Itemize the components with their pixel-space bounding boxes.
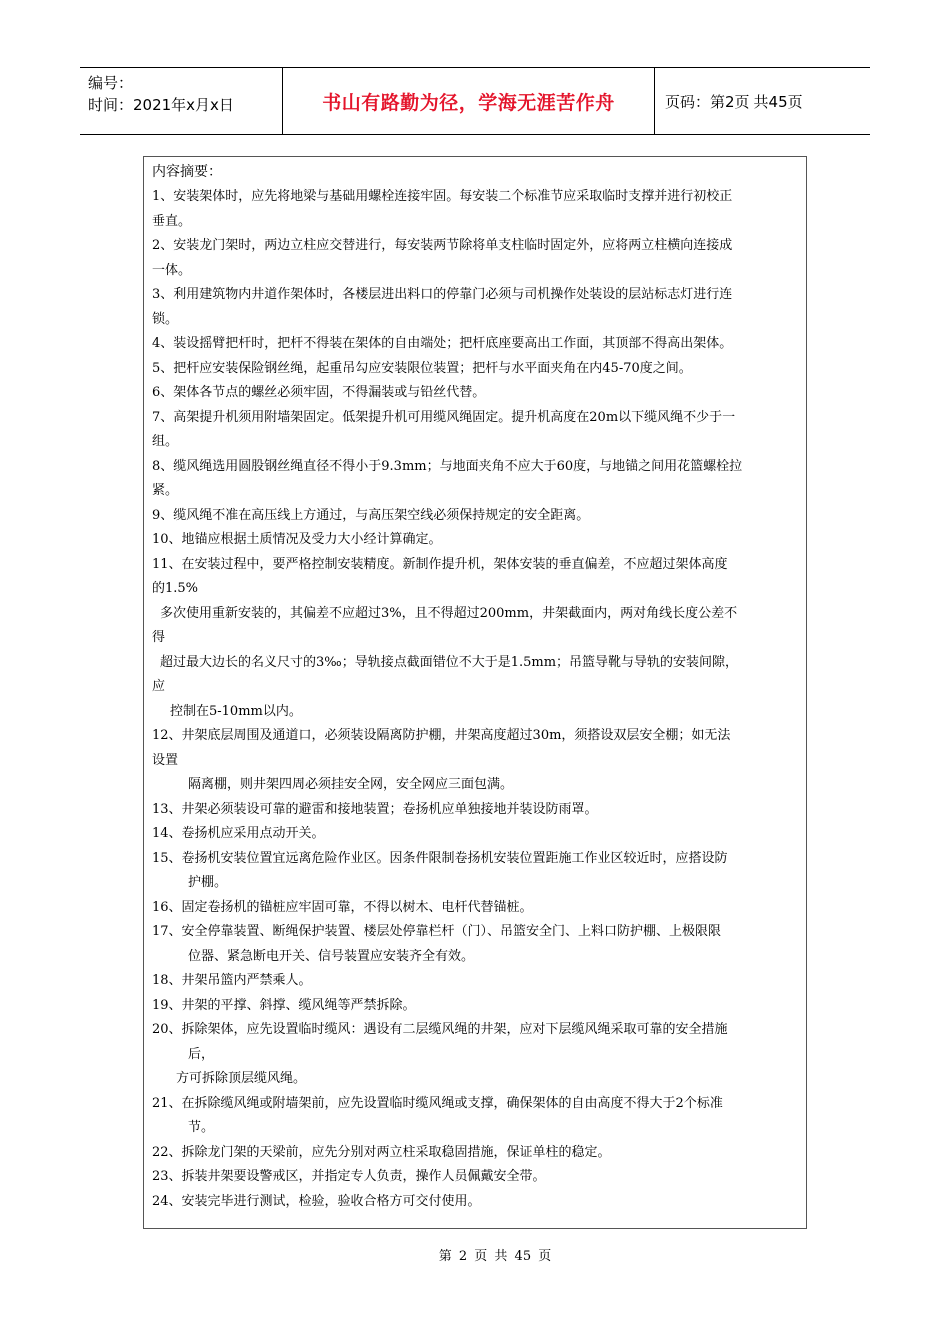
header-motto-cell: [283, 68, 655, 134]
list-item: 22、拆除龙门架的天梁前，应先分别对两立柱采取稳固措施，保证单柱的稳定。: [152, 1144, 611, 1160]
list-item: 3、利用建筑物内井道作架体时，各楼层进出料口的停靠门必须与司机操作处装设的层站标志灯进行连: [152, 287, 733, 302]
list-item: 控制在5-10mm以内。: [170, 703, 302, 719]
list-item: 得: [152, 630, 166, 645]
list-item: 组。: [152, 434, 179, 449]
list-item: 一体。: [152, 262, 192, 278]
content-title: 内容摘要：: [152, 164, 222, 180]
list-item: 隔离棚，则井架四周必须挂安全网，安全网应三面包满。: [188, 777, 514, 792]
list-item: 24、安装完毕进行测试，检验，验收合格方可交付使用。: [152, 1193, 481, 1209]
list-item: 设置: [152, 752, 179, 768]
list-item: 节。: [188, 1120, 215, 1135]
content-box: [143, 156, 807, 1229]
list-item: 18、井架吊篮内严禁乘人。: [152, 973, 312, 988]
list-item: 超过最大边长的名义尺寸的3‰；导轨接点截面错位不大于是1.5mm；吊篮导靴与导轨的安装间隙，: [160, 654, 739, 670]
list-item: 方可拆除顶层缆风绳。: [176, 1071, 307, 1086]
list-item: 13、井架必须装设可靠的避雷和接地装置；卷扬机应单独接地并装设防雨罩。: [152, 801, 598, 817]
list-item: 的1.5%: [152, 581, 199, 596]
list-item: 护棚。: [188, 875, 228, 890]
list-item: 垂直。: [152, 213, 192, 229]
list-item: 6、架体各节点的螺丝必须牢固，不得漏装或与铅丝代替。: [152, 385, 486, 400]
list-item: 应: [152, 679, 166, 694]
list-item: 20、拆除架体，应先设置临时缆风：遇设有二层缆风绳的井架，应对下层缆风绳采取可靠的安全措施: [152, 1022, 728, 1037]
header-page-info: [655, 68, 870, 134]
list-item: 16、固定卷扬机的锚桩应牢固可靠，不得以树木、电杆代替锚桩。: [152, 899, 533, 915]
list-item: 位器、紧急断电开关、信号装置应安装齐全有效。: [188, 948, 475, 964]
time-label: 时间：2021年x月x日: [88, 96, 234, 114]
list-item: 紧。: [152, 483, 179, 498]
page-header: [80, 67, 870, 135]
header-info: [80, 68, 283, 134]
list-item: 8、缆风绳选用圆股钢丝绳直径不得小于9.3mm；与地面夹角不应大于60度，与地锚之间用花篮螺栓拉: [152, 458, 743, 474]
total-pages-label: 共45页: [753, 92, 803, 111]
motto-text: 书山有路勤为径，学海无涯苦作舟: [322, 91, 615, 114]
list-item: 11、在安装过程中，要严格控制安装精度。新制作提升机，架体安装的垂直偏差，不应超过架体高度: [152, 556, 728, 572]
list-item: 后，: [188, 1046, 215, 1062]
list-item: 1、安装架体时，应先将地梁与基础用螺栓连接牢固。每安装二个标准节应采取临时支撑并进行初校正: [152, 189, 733, 204]
number-label: 编号：: [88, 74, 134, 92]
list-item: 10、地锚应根据土质情况及受力大小经计算确定。: [152, 532, 442, 547]
list-item: 23、拆装井架要设警戒区，并指定专人负责，操作人员佩戴安全带。: [152, 1169, 546, 1184]
page-footer: 第 2 页 共 45 页: [438, 1249, 552, 1264]
list-item: 19、井架的平撑、斜撑、缆风绳等严禁拆除。: [152, 997, 416, 1013]
list-item: 9、缆风绳不准在高压线上方通过，与高压架空线必须保持规定的安全距离。: [152, 507, 590, 523]
list-item: 4、装设摇臂把杆时，把杆不得装在架体的自由端处；把杆底座要高出工作面，其顶部不得高出架体。: [152, 336, 733, 351]
list-item: 15、卷扬机安装位置宜远离危险作业区。因条件限制卷扬机安装位置距施工作业区较近时，应搭设防: [152, 850, 728, 866]
list-item: 14、卷扬机应采用点动开关。: [152, 826, 325, 841]
list-item: 17、安全停靠装置、断绳保护装置、楼层处停靠栏杆（门）、吊篮安全门、上料口防护棚、上极限限: [152, 924, 722, 939]
page-label: 页码：第2页: [665, 92, 750, 111]
list-item: 21、在拆除缆风绳或附墙架前，应先设置临时缆风绳或支撑，确保架体的自由高度不得大于2个标准: [152, 1095, 723, 1111]
list-item: 5、把杆应安装保险钢丝绳，起重吊勾应安装限位装置；把杆与水平面夹角在内45-70度之间。: [152, 360, 692, 376]
list-item: 12、井架底层周围及通道口，必须装设隔离防护棚，井架高度超过30m，须搭设双层安全棚；如无法: [152, 728, 731, 743]
list-item: 多次使用重新安装的，其偏差不应超过3%，且不得超过200mm，井架截面内，两对角线长度公差不: [160, 605, 738, 621]
list-item: 7、高架提升机须用附墙架固定。低架提升机可用缆风绳固定。提升机高度在20m以下缆风绳不少于一: [152, 409, 736, 425]
list-item: 2、安装龙门架时，两边立柱应交替进行，每安装两节除将单支柱临时固定外，应将两立柱横向连接成: [152, 238, 733, 253]
list-item: 锁。: [152, 311, 179, 327]
